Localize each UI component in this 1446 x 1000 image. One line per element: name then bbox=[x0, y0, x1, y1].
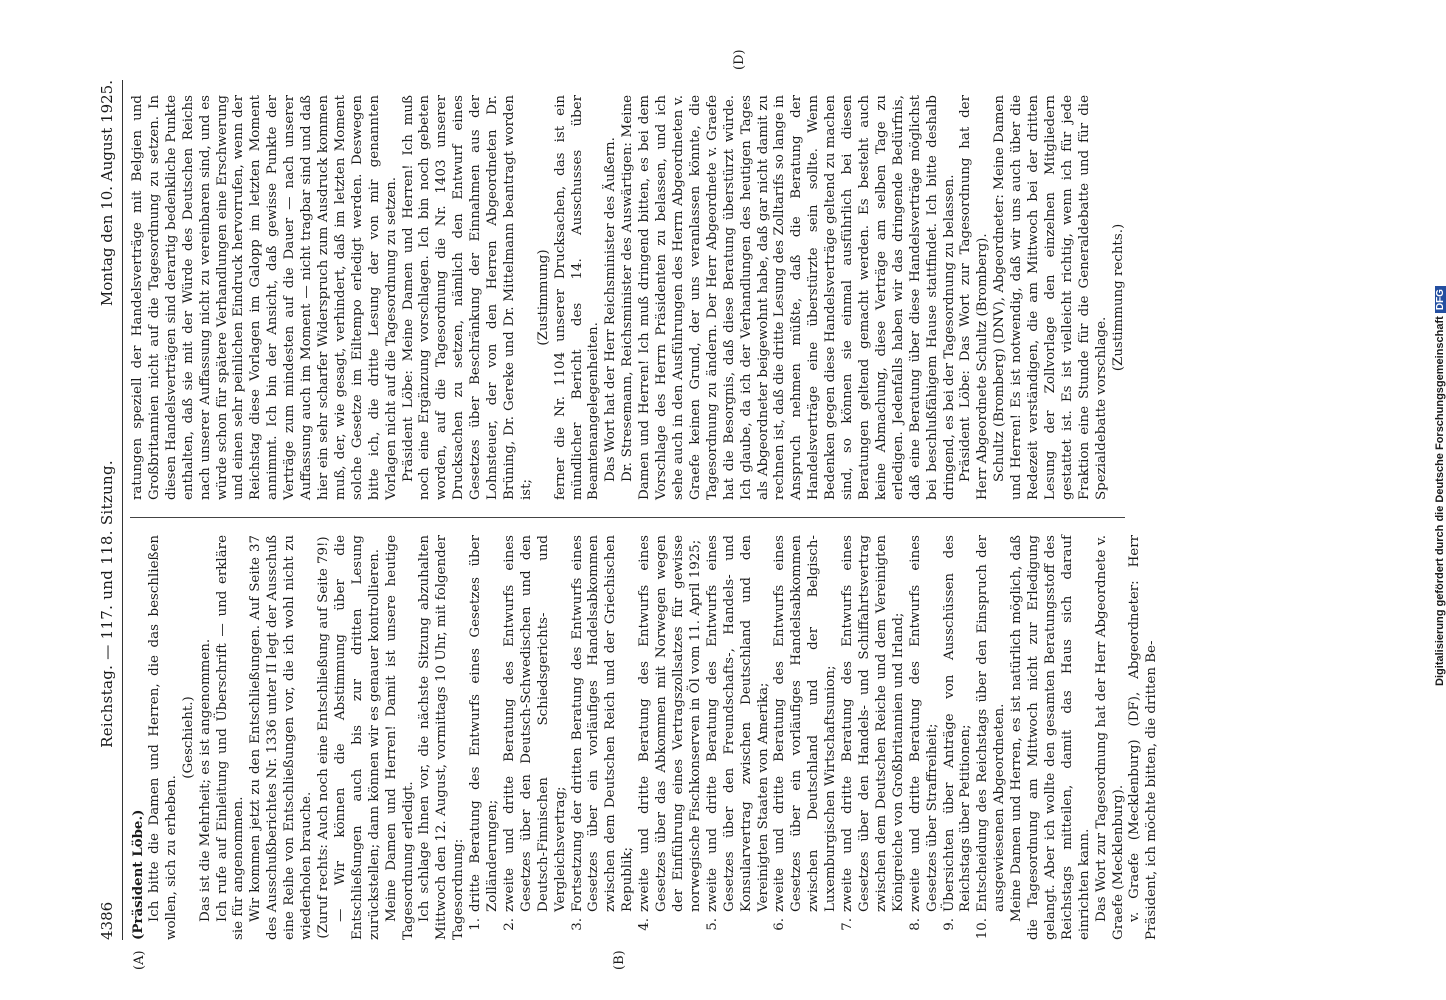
session-title: Reichstag. — 117. und 118. Sitzung. bbox=[98, 460, 116, 748]
paragraph: Meine Damen und Herren! Damit ist unsere heutige Tagesordnung erledigt. bbox=[383, 535, 416, 940]
paragraph: v. Graefe (Mecklenburg) (DF), Abgeordneter: Herr Präsident, ich möchte bitten, die dritten Be- bbox=[1127, 535, 1160, 940]
credit-text: Digitalisierung gefördert durch die Deutsche Forschungsgemeinschaft bbox=[1434, 316, 1446, 686]
agenda-item bbox=[908, 535, 942, 940]
paragraph: Das Wort hat der Herr Reichsminister des Äußern. bbox=[603, 137, 619, 482]
dfg-badge: DFG bbox=[1435, 286, 1446, 313]
agenda-item-number: 3. bbox=[569, 918, 585, 931]
paragraph: (Zuruf rechts: Auch noch eine Entschließung auf Seite 79!) bbox=[315, 536, 331, 939]
digitization-credit bbox=[1434, 276, 1446, 696]
scanned-page bbox=[92, 49, 1160, 970]
agenda-item-number: 7. bbox=[840, 918, 856, 931]
agenda-item-text: dritte Beratung des Entwurfs eines Gesetzes über Zolländerungen; bbox=[468, 535, 501, 912]
paragraph: Präsident Löbe: Meine Damen und Herren! Ich muß noch eine Ergänzung vorschlagen. Ich bin noch gebeten worden, auf die Tagesordnung die Nr. 1403 unserer Drucksachen zu setzen, nämlich den Entwurf eines Gesetzes über Beschränkung der Einnahmen aus der Lohnsteuer, der von den Herren Abgeordneten Dr. Brüning, Dr. Gereke und Dr. Mittelmann beantragt worden ist; bbox=[400, 95, 534, 500]
right-column bbox=[130, 95, 1127, 500]
agenda-item-number: 4. bbox=[637, 918, 653, 931]
paragraph: Ich bitte die Damen und Herren, die das beschließen wollen, sich zu erheben. bbox=[146, 535, 179, 940]
margin-mark-b: (B) bbox=[612, 950, 627, 970]
agenda-item bbox=[772, 535, 840, 940]
paragraph: Präsident Löbe: Das Wort zur Tagesordnung hat der Herr Abgeordnete Schultz (Bromberg). bbox=[958, 95, 991, 500]
agenda-item bbox=[637, 535, 705, 940]
session-date: Montag den 10. August 1925. bbox=[98, 80, 116, 307]
left-column bbox=[130, 535, 1161, 940]
paragraph: Meine Damen und Herren, es ist natürlich möglich, daß die Tagesordnung am Mittwoch nicht zur Erledigung gelangt. Aber ich wollte den gesamten Beratungsstoff des Reichstags mitteilen, damit das Haus sich darauf einrichten kann. bbox=[1009, 535, 1092, 940]
agenda-item bbox=[570, 535, 638, 940]
column-divider bbox=[130, 517, 1125, 518]
margin-mark-d: (D) bbox=[732, 49, 747, 70]
agenda-item-number: 8. bbox=[907, 918, 923, 931]
agenda-item-text: Übersichten über Anträge von Ausschüssen des Reichstags über Petitionen; bbox=[941, 535, 974, 912]
agenda-item-number: 2. bbox=[501, 918, 517, 931]
agenda-item-number: 1. bbox=[468, 918, 484, 931]
agenda-item-text: zweite und dritte Beratung des Entwurfs eines Gesetzes über den Handels- und Schiffahrtsvertrag zwischen dem Deutschen Reiche und dem Vereinigten Königreiche von Großbritannien und Irland; bbox=[840, 535, 906, 912]
paragraph: Das Wort zur Tagesordnung hat der Herr Abgeordnete v. Graefe (Mecklenburg). bbox=[1093, 535, 1126, 940]
agenda-item-text: zweite und dritte Beratung des Entwurfs eines Gesetzes über den Deutsch-Schwedischen und den Deutsch-Finnischen Schiedsgerichts- und Vergleichsvertrag; bbox=[501, 535, 568, 912]
agenda-item-text: zweite und dritte Beratung des Entwurfs eines Gesetzes über den Freundschafts-, Handels- und Konsularvertrag zwischen Deutschland und den Vereinigten Staaten von Amerika; bbox=[704, 535, 771, 912]
paragraph: (Präsident Löbe.) bbox=[130, 809, 146, 940]
agenda-item bbox=[840, 535, 908, 940]
paragraph: (Zustimmung rechts.) bbox=[1110, 223, 1126, 372]
agenda-item-number: 10. bbox=[975, 918, 991, 940]
agenda-item-number: 9. bbox=[941, 918, 957, 931]
paragraph: Wir kommen jetzt zu den Entschließungen. Auf Seite 37 des Ausschußberichtes Nr. 1336 unter II legt der Ausschuß eine Reihe von Entschließungen vor, die ich wohl nicht zu wiederholen brauche. bbox=[248, 535, 315, 940]
page-number: 4386 bbox=[98, 901, 116, 940]
margin-mark-a: (A) bbox=[132, 950, 147, 970]
paragraph: — Wir können die Abstimmung über die Entschließungen auch bis zur dritten Lesung zurückstellen; dann können wir es genauer kontrollieren. bbox=[332, 535, 382, 940]
agenda-item bbox=[468, 535, 502, 940]
paragraph: ratungen speziell der Handelsverträge mit Belgien und Großbritannien nicht auf die Tagesordnung zu setzen. In diesen Handelsverträgen sind derartig bedenkliche Punkte enthalten, daß sie mit der Würde des Deutschen Reichs nach unserer Auffassung nicht zu vereinbaren sind, und es würde schon für spätere Verhandlungen eine Erschwerung und einen sehr peinlichen Eindruck hervorrufen, wenn der Reichstag diese Vorlagen im Galopp im letzten Moment annimmt. Ich bin der Ansicht, daß gewisse Punkte der Verträge zum mindesten auf die Dauer — nach unserer Auffassung auch im Moment — nicht tragbar sind und daß hier ein sehr scharfer Widerspruch zum Ausdruck kommen muß, der, wie gesagt, verhindert, daß im letzten Moment solche Gesetze im Eiltempo erledigt werden. Deswegen bitte ich, die dritte Lesung der von mir genannten Vorlagen nicht auf die Tagesordnung zu setzen. bbox=[130, 95, 399, 500]
paragraph: (Zustimmung) bbox=[535, 249, 551, 346]
agenda-item-number: 6. bbox=[772, 918, 788, 931]
agenda-item bbox=[502, 535, 570, 940]
paragraph: Ich schlage Ihnen vor, die nächste Sitzung abzuhalten Mittwoch den 12. August, vormittags 10 Uhr, mit folgender Tagesordnung: bbox=[417, 535, 467, 940]
paragraph: ferner die Nr. 1104 unserer Drucksachen, das ist ein mündlicher Bericht des 14. Ausschusses über Beamtenangelegenheiten. bbox=[552, 95, 602, 500]
agenda-item bbox=[975, 535, 1009, 940]
paragraph: Dr. Stresemann, Reichsminister des Auswärtigen: Meine Damen und Herren! Ich muß dringend bitten, es bei dem Vorschlage des Herrn Präsidenten zu belassen, und ich sehe auch in den Ausführungen des Herrn Abgeordneten v. Graefe keinen Grund, der uns veranlassen könnte, die Tagesordnung zu ändern. Der Herr Abgeordnete v. Graefe hat die Besorgnis, daß diese Beratung überstürzt würde. Ich glaube, da ich der Verhandlungen des heutigen Tages als Abgeordneter beigewohnt habe, daß gar nicht damit zu rechnen ist, daß die dritte Lesung des Zolltarifs so lange in Anspruch nehmen müßte, daß die Beratung der Handelsverträge eine überstürzte sein sollte. Wenn Bedenken gegen diese Handelsverträge geltend zu machen sind, so können sie einmal ausführlich bei diesen Beratungen geltend gemacht werden. Es besteht auch keine Abmachung, diese Verträge am selben Tage zu erledigen. Jedenfalls haben wir das dringende Bedürfnis, daß eine Beratung über diese Handelsverträge möglichst bei beschlußfähigem Hause stattfindet. Ich bitte deshalb dringend, es bei der Tagesordnung zu belassen. bbox=[620, 95, 957, 500]
agenda-item-text: Entscheidung des Reichstags über den Einspruch der ausgewiesenen Abgeordneten. bbox=[975, 535, 1008, 912]
paragraph: (Geschieht.) bbox=[180, 696, 196, 779]
page-header bbox=[92, 80, 123, 940]
paragraph: Schultz (Bromberg) (DNV), Abgeordneter: Meine Damen und Herren! Es ist notwendig, daß wir uns auch über die Redezeit verständigen, die am Mittwoch bei der dritten Lesung der Zollvorlage den einzelnen Mitgliedern gestattet ist. Es ist vielleicht richtig, wenn ich für jede Fraktion eine Stunde für die Generaldebatte und für die Spezialdebatte vorschlage. bbox=[992, 95, 1109, 500]
paragraph: Ich rufe auf Einleitung und Überschrift — und erkläre sie für angenommen. bbox=[214, 535, 247, 940]
agenda-item-text: zweite und dritte Beratung des Entwurfs eines Gesetzes über das Abkommen mit Norwegen wegen der Einführung eines Vertragszollsatzes für gewisse norwegische Fischkonserven in Öl vom 11. April 1925; bbox=[637, 535, 703, 912]
agenda-item-text: zweite und dritte Beratung des Entwurfs eines Gesetzes über Straffreiheit; bbox=[907, 535, 940, 912]
agenda-item-text: zweite und dritte Beratung des Entwurfs eines Gesetzes über ein vorläufiges Handelsabkommen zwischen Deutschland und der Belgisch-Luxemburgischen Wirtschaftsunion; bbox=[772, 535, 839, 912]
agenda-item-number: 5. bbox=[704, 918, 720, 931]
agenda-item-text: Fortsetzung der dritten Beratung des Entwurfs eines Gesetzes über ein vorläufiges Handelsabkommen zwischen dem Deutschen Reich und der Griechischen Republik; bbox=[569, 535, 636, 912]
paragraph: Das ist die Mehrheit; es ist angenommen. bbox=[197, 638, 213, 922]
agenda-item bbox=[942, 535, 976, 940]
agenda-item bbox=[705, 535, 773, 940]
